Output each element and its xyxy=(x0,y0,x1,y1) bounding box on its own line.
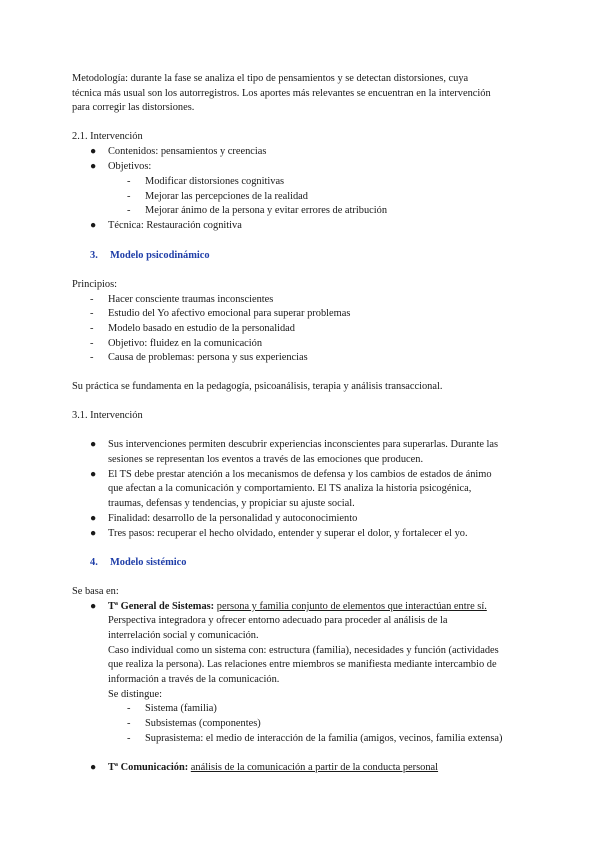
s31-b2-line-1: El TS debe prestar atención a los mecanismos de defensa y los cambios de estados de ánimo xyxy=(108,469,492,480)
bullet-dot: ● xyxy=(90,528,97,539)
sistemico-sub-1: Sistema (familia) xyxy=(145,703,217,714)
s31-b1-line-2: sesiones se representan los eventos a través de las emociones que producen. xyxy=(108,454,424,465)
intro-line-1: Metodología: durante la fase se analiza el tipo de pensamientos y se detectan distorsiones, cuya xyxy=(72,73,469,84)
s31-b1-line-1: Sus intervenciones permiten descubrir experiencias inconscientes para superarlas. Durante las xyxy=(108,439,499,450)
sistemico-sub-2: Subsistemas (componentes) xyxy=(145,718,261,729)
sistemico-sub-3: Suprasistema: el medio de interacción de la familia (amigos, vecinos, familia extensa) xyxy=(145,733,503,744)
intro-line-2: técnica más usual son los autorregistros. Los aportes más relevantes se encuentran en la intervención xyxy=(72,88,491,99)
bullet-dot: ● xyxy=(90,762,97,773)
principio-1: Hacer consciente traumas inconscientes xyxy=(108,294,274,305)
heading-4-text: Modelo sistémico xyxy=(110,557,187,568)
s21-objetivos: Objetivos: xyxy=(108,161,152,172)
bullet-dot: ● xyxy=(90,220,97,231)
section-3-1-title: 3.1. Intervención xyxy=(72,410,143,421)
tgs-line-4: que realiza la persona). Las relaciones entre miembros se manifiesta mediante intercambio de xyxy=(108,659,497,670)
tgs-underline: persona y familia conjunto de elementos que interactúan entre sí. xyxy=(216,601,487,612)
dash-marker: - xyxy=(127,703,131,714)
tgs-bold: Tª General de Sistemas: xyxy=(108,601,215,612)
heading-4-number: 4. xyxy=(90,557,98,568)
dash-marker: - xyxy=(127,733,131,744)
tgs-line-6: Se distingue: xyxy=(108,689,162,700)
dash-marker: - xyxy=(90,338,94,349)
tgs-line-2: interrelación social y comunicación. xyxy=(108,630,259,641)
dash-marker: - xyxy=(127,718,131,729)
s31-tres-pasos: Tres pasos: recuperar el hecho olvidado, entender y superar el dolor, y fortalecer el yo. xyxy=(108,528,468,539)
intro-line-3: para corregir las distorsiones. xyxy=(72,102,195,113)
heading-3-text: Modelo psicodinámico xyxy=(110,250,210,261)
s21-sub-1: Modificar distorsiones cognitivas xyxy=(145,176,285,187)
tgs-line-5: información a través de la comunicación. xyxy=(108,674,280,685)
bullet-dot: ● xyxy=(90,439,97,450)
heading-3-number: 3. xyxy=(90,250,98,261)
bullet-dot: ● xyxy=(90,601,97,612)
principio-3: Modelo basado en estudio de la personalidad xyxy=(108,323,295,334)
dash-marker: - xyxy=(90,323,94,334)
s31-finalidad: Finalidad: desarrollo de la personalidad y autoconocimiento xyxy=(108,513,358,524)
bullet-dot: ● xyxy=(90,161,97,172)
principios-label: Principios: xyxy=(72,279,118,290)
dash-marker: - xyxy=(90,308,94,319)
dash-marker: - xyxy=(90,294,94,305)
principio-4: Objetivo: fluidez en la comunicación xyxy=(108,338,263,349)
s31-b2-line-3: traumas, defensas y tendencias, y propiciar su ajuste social. xyxy=(108,498,355,509)
s21-sub-3: Mejorar ánimo de la persona y evitar errores de atribución xyxy=(145,205,388,216)
dash-marker: - xyxy=(127,205,131,216)
tgs-line-3: Caso individual como un sistema con: estructura (familia), necesidades y función (actividades xyxy=(108,645,499,656)
practica-paragraph: Su práctica se fundamenta en la pedagogía, psicoanálisis, terapia y análisis transaccional. xyxy=(72,381,443,392)
principio-2: Estudio del Yo afectivo emocional para superar problemas xyxy=(108,308,351,319)
section-2-1-title: 2.1. Intervención xyxy=(72,131,143,142)
com-heading-line xyxy=(108,761,438,776)
s31-b2-line-2: que afectan a la comunicación y comportamiento. El TS analiza la historia psicogénica, xyxy=(108,483,472,494)
sistemico-label: Se basa en: xyxy=(72,586,119,597)
com-bold: Tª Comunicación: xyxy=(108,762,189,773)
bullet-dot: ● xyxy=(90,469,97,480)
bullet-dot: ● xyxy=(90,513,97,524)
tgs-line-1: Perspectiva integradora y ofrecer entorno adecuado para proceder al análisis de la xyxy=(108,615,448,626)
s21-contenidos: Contenidos: pensamientos y creencias xyxy=(108,146,267,157)
dash-marker: - xyxy=(127,176,131,187)
s21-sub-2: Mejorar las percepciones de la realidad xyxy=(145,191,308,202)
dash-marker: - xyxy=(90,352,94,363)
principio-5: Causa de problemas: persona y sus experiencias xyxy=(108,352,308,363)
com-underline: análisis de la comunicación a partir de la conducta personal xyxy=(190,762,439,773)
bullet-dot: ● xyxy=(90,146,97,157)
s21-tecnica: Técnica: Restauración cognitiva xyxy=(108,220,242,231)
dash-marker: - xyxy=(127,191,131,202)
tgs-heading-line xyxy=(108,600,487,615)
